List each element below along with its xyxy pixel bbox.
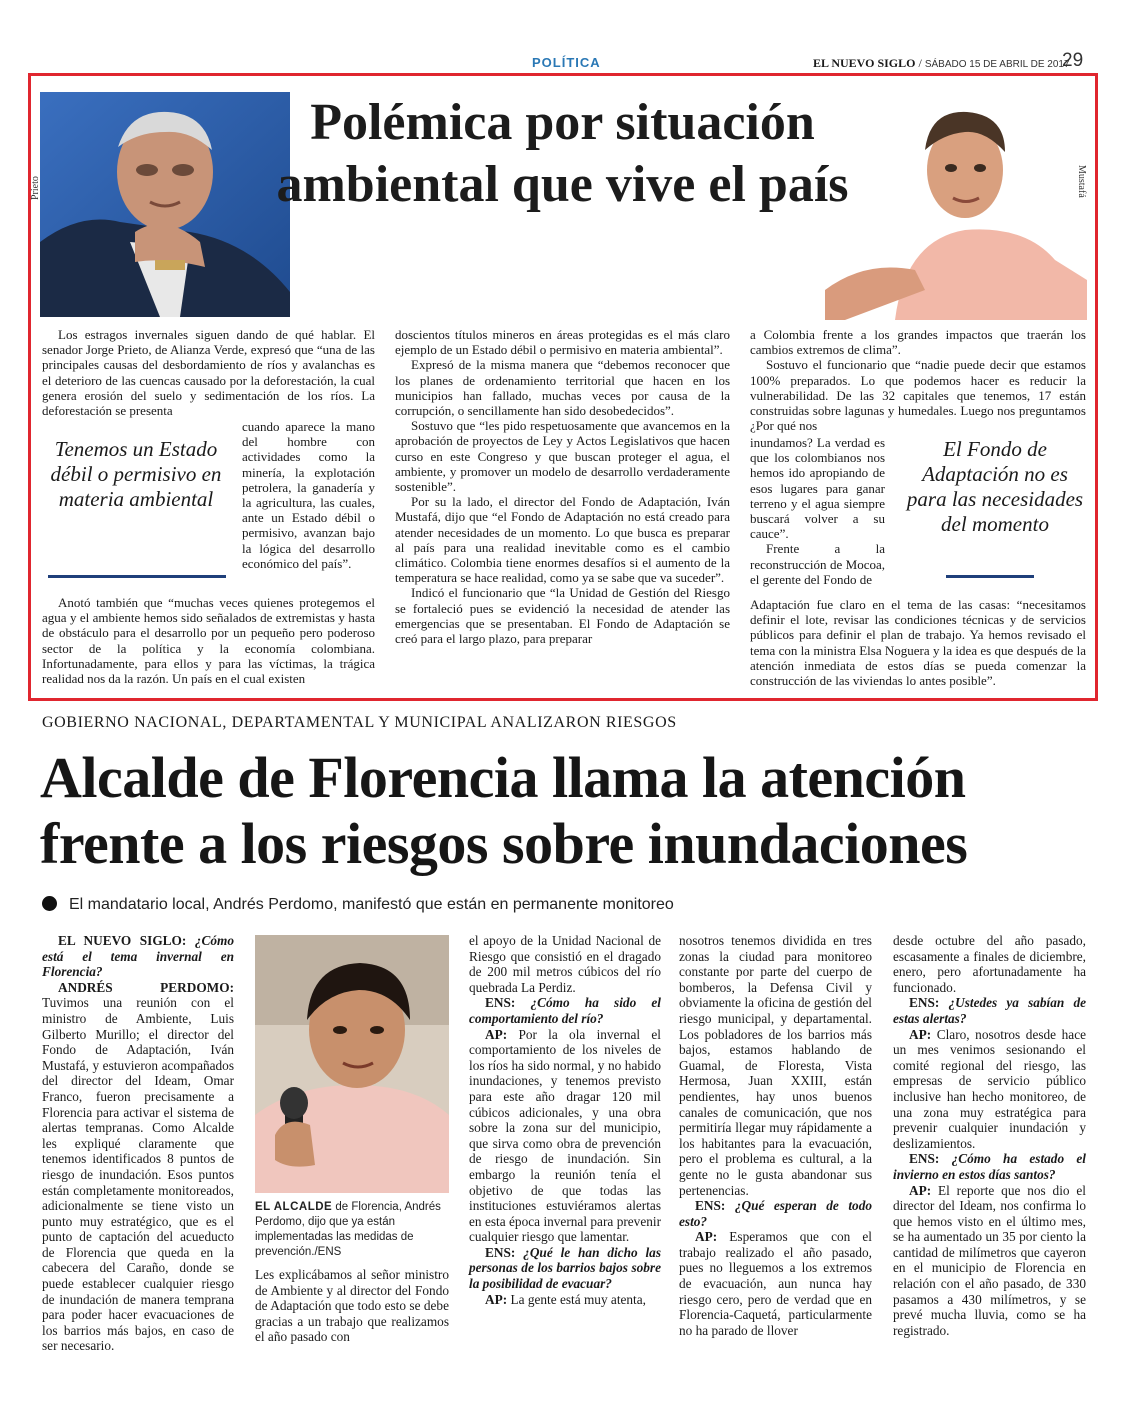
question-text: ¿Qué esperan de todo esto? [679, 1198, 872, 1229]
paragraph: Frente a la reconstrucción de Mocoa, el gerente del Fondo de [750, 541, 885, 587]
issue-date: SÁBADO 15 DE ABRIL DE 2017 [924, 59, 1070, 70]
paragraph: Les explicábamos al señor ministro de Ambiente y al director del Fondo de Adaptación que todo esto se debe gracias a un trabajo que realizamos el año pasado con [255, 1267, 449, 1345]
paragraph: cuando aparece la mano del hombre con actividades como la minería, la explotación petrolera, la ganadería y la agricultura, las cuales, ante un Estado débil o permisivo, avanzan bajo la lógica del desarrollo económico del país”. [242, 419, 375, 571]
pullquote-left-rule [48, 575, 226, 578]
photo-credit-prieto: Prieto [30, 176, 41, 200]
speaker-label: AP: [485, 1026, 508, 1042]
newspaper-name: EL NUEVO SIGLO [813, 56, 916, 70]
paragraph: Indicó el funcionario que “la Unidad de Gestión del Riesgo se fortaleció pues se evidenció la necesidad de atender las emergencias que se presentaban. El Fondo de Adaptación se creó para el largo plazo, para preparar [395, 585, 730, 647]
photo-credit-mustafa: Mustafá [1076, 165, 1087, 198]
paragraph: Expresó de la misma manera que “debemos reconocer que los planes de ordenamiento territorial que hacen en los municipios han fallado, muchas veces por causa de la corrupción, o sencillamente han sido desobedecidos”. [395, 357, 730, 419]
story2-kicker: GOBIERNO NACIONAL, DEPARTAMENTAL Y MUNICIPAL ANALIZARON RIESGOS [42, 714, 677, 731]
paragraph: desde octubre del año pasado, escasamente a finales de diciembre, enero, pero afortunadamente ha funcionado. [893, 933, 1086, 995]
story2-col1 [42, 933, 234, 1354]
speaker-label: AP: [909, 1026, 932, 1042]
interview-question [893, 995, 1086, 1026]
speaker-label: AP: [695, 1229, 718, 1245]
interview-answer [469, 1027, 661, 1245]
bullet-icon [42, 896, 57, 911]
caption-text: de Florencia, Andrés Perdomo, dijo que ya están implementadas las medidas de prevención./ENS [255, 1201, 441, 1258]
story1-col1-bottom [42, 595, 375, 686]
answer-text: Claro, nosotros desde hace un mes venimos sesionando el comité regional del riesgo, las empresas de servicio público inclusive han hecho monitoreo, de una zona muy estratégica para prevenir cualquier inundación y deslizamientos. [893, 1026, 1086, 1151]
photo-caption [255, 1200, 449, 1260]
story2-headline: Alcalde de Florencia llama la atención frente a los riesgos sobre inundaciones [40, 745, 968, 876]
mayor-photo [255, 935, 449, 1193]
pullquote-right: El Fondo de Adaptación no es para las necesidades del momento [906, 437, 1084, 536]
interview-answer [42, 980, 234, 1354]
answer-text: El reporte que nos dio el director del Ideam, nos confirma lo que hemos visto en el último mes, se ha aumentado un 35 por ciento la cantidad de milímetros que cayeron en el municipio de Florencia en relación con el año pasado, de 330 pasamos a 430 milímetros, y se prevé mucha lluvia, como se ha registrado. [893, 1182, 1086, 1338]
story1-col1-top [42, 327, 375, 418]
interview-question [893, 1151, 1086, 1182]
masthead-separator: / [918, 56, 925, 70]
interview-answer [893, 1027, 1086, 1152]
masthead [813, 56, 1070, 71]
paragraph: Anotó también que “muchas veces quienes protegemos el agua y el ambiente hemos sido señalados de extremistas y hasta de obstáculo para el desarrollo por un pequeño pero poderoso sector de la política y la economía colombiana. Infortunadamente, para ellos y para las víctimas, la trágica realidad nos da la razón. Un país en el cual existen [42, 595, 375, 687]
interview-answer [679, 1229, 872, 1338]
answer-text: Tuvimos una reunión con el ministro de Ambiente, Luis Gilberto Murillo; el director del Fondo de Adaptación, Iván Mustafá, y estuvieron acompañados del director del Ideam, Omar Franco, fueron precisamente a Florencia para activar el sistema de alertas tempranas. Como Alcalde les expliqué claramente que tenemos identificados 8 puntos de riesgo de inundación. Esos puntos están completamente monitoreados, adicionalmente se tiene visto un punto muy estratégico, que es el punto de captación del acueducto de Florencia que queda en la cabecera del Caraño, donde se puede establecer cualquier riesgo de inundación de manera temprana para poder hacer evacuaciones de los barrios más bajos, en caso de ser necesario. [42, 995, 234, 1354]
story1-col2 [395, 327, 730, 646]
speaker-label: AP: [485, 1291, 508, 1307]
speaker-label: ENS: [909, 1151, 940, 1167]
story1-col3-top [750, 327, 1086, 433]
section-label: POLÍTICA [532, 55, 601, 70]
interview-question [469, 1245, 661, 1292]
story1-col3-side [750, 435, 885, 587]
speaker-label: ENS: [695, 1198, 726, 1214]
paragraph: Sostuvo que “les pido respetuosamente que avancemos en la aprobación de proyectos de Ley y Actos Legislativos que hacen curso en este Congreso y que buscan proteger el agua, el ambiente, y promover un modelo de desarrollo verdaderamente sostenible”. [395, 418, 730, 495]
paragraph: Adaptación fue claro en el tema de las casas: “necesitamos definir el lote, revisar las condiciones técnicas y de servicios públicos para definir el plan de trabajo. Ya hemos revisado el tema con la ministra Elsa Noguera y la idea es que después de la atención inmediata de estos días se pueda comenzar la construcción de las viviendas lo antes posible”. [750, 597, 1086, 689]
story2-col4 [679, 933, 872, 1338]
question-text: ¿Qué le han dicho las personas de los barrios bajos sobre la posibilidad de evacuar? [469, 1244, 662, 1292]
interview-answer [469, 1292, 661, 1308]
story1-col1-side [242, 419, 375, 571]
answer-text: Esperamos que con el trabajo realizado el año pasado, pues no lleguemos a los extremos de evacuación, aun nunca hay riesgo cero, pero de verdad que en Florencia-Caquetá, particularmente no ha parado de llover [679, 1229, 872, 1338]
paragraph: el apoyo de la Unidad Nacional de Riesgo que consistió en el dragado de 200 mil metros cúbicos del río quebrada La Perdiz. [469, 933, 661, 995]
mayor-portrait-image [255, 935, 449, 1193]
question-text: ¿Cómo está el tema invernal en Florencia? [42, 933, 234, 980]
paragraph: Sostuvo el funcionario que “nadie puede decir que estamos 100% preparados. Lo que podemos hacer es reducir la vulnerabilidad. De las 32 capitales que tenemos, 17 están construidas sobre lagunas y humedales. Luego nos preguntamos ¿Por qué nos [750, 357, 1086, 434]
paragraph: inundamos? La verdad es que los colombianos nos hemos ido apropiando de esos lugares para ganar terreno y el agua siempre buscará volver a su cauce”. [750, 435, 885, 542]
paragraph: a Colombia frente a los grandes impactos que traerán los cambios extremos de clima”. [750, 327, 1086, 358]
question-text: ¿Ustedes ya sabían de estas alertas? [893, 995, 1087, 1026]
pullquote-right-rule [946, 575, 1034, 578]
paragraph: Por su la lado, el director del Fondo de Adaptación, Iván Mustafá, dijo que “el Fondo de Adaptación no está creado para atender necesidades de un momento. Lo que busca es preparar al país para una realidad inevitable como es el cambio climático. Colombia tiene enormes desafíos si el aumento de la temperatura se hace realidad, como ya se sabe que va suceder”. [395, 494, 730, 586]
story2-col3 [469, 933, 661, 1307]
story1-col3-bottom [750, 597, 1086, 688]
speaker-label: EL NUEVO SIGLO: [58, 933, 187, 948]
story1-headline: Polémica por situación ambiental que vive el país [276, 94, 849, 213]
interview-answer [893, 1183, 1086, 1339]
story2-deck [42, 896, 674, 914]
answer-text: La gente está muy atenta, [510, 1291, 646, 1307]
paragraph: nosotros tenemos dividida en tres zonas la ciudad para monitoreo constante por parte del cuerpo de bomberos, la Defensa Civil y obviamente la oficina de gestión del riesgo municipal, y departamental. Los pobladores de los barrios más bajos, estamos hablando de Guamal, de Floresta, Vista Hermosa, Juan XXIII, están pendientes, hay unos buenos canales de comunicación, que nos permitiría llegar muy rápidamente a los habitantes para la evacuación, pero el problema es cultural, a la gente no le gusta abandonar sus pertenencias. [679, 933, 872, 1198]
paragraph: Los estragos invernales siguen dando de qué hablar. El senador Jorge Prieto, de Alianza Verde, expresó que “una de las principales causas del desbordamiento de ríos y avalanchas es el deterioro de las cuencas causado por la deforestación, la cual genera erosión del suelo y sedimentación de los ríos. La deforestación se presenta [42, 327, 375, 419]
question-text: ¿Cómo ha sido el comportamiento del río? [469, 995, 661, 1026]
question-text: ¿Cómo ha estado el invierno en estos días santos? [893, 1151, 1086, 1182]
paragraph: doscientos títulos mineros en áreas protegidas es el más claro ejemplo de un Estado débil o permisivo en materia ambiental”. [395, 327, 730, 358]
speaker-label: ENS: [485, 1244, 516, 1260]
pullquote-left: Tenemos un Estado débil o permisivo en materia ambiental [50, 437, 222, 511]
speaker-label: AP: [909, 1182, 932, 1198]
story2-col5 [893, 933, 1086, 1338]
speaker-label: ENS: [485, 995, 516, 1011]
interview-question [679, 1198, 872, 1229]
interview-question [469, 995, 661, 1026]
answer-text: Por la ola invernal el comportamiento de los niveles de los ríos ha sido normal, y no habido inundaciones, y tenemos previsto para este año dragar 120 mil cúbicos adicionales, y una obra sobre la zona sur del municipio, que sirva como obra de prevención de riesgo de inundación. Sin embargo la reunión tenía el objetivo de que todas las instituciones estuviéramos alertas en esta época invernal para prevenir cualquier riesgo que lamentar. [469, 1026, 661, 1245]
deck-text: El mandatario local, Andrés Perdomo, manifestó que están en permanente monitoreo [69, 896, 674, 913]
speaker-label: ANDRÉS PERDOMO: [58, 979, 234, 995]
story2-col2 [255, 1267, 449, 1345]
speaker-label: ENS: [909, 995, 940, 1011]
interview-question [42, 933, 234, 980]
page-number: 29 [1062, 50, 1084, 71]
caption-lead: EL ALCALDE [255, 1201, 333, 1213]
